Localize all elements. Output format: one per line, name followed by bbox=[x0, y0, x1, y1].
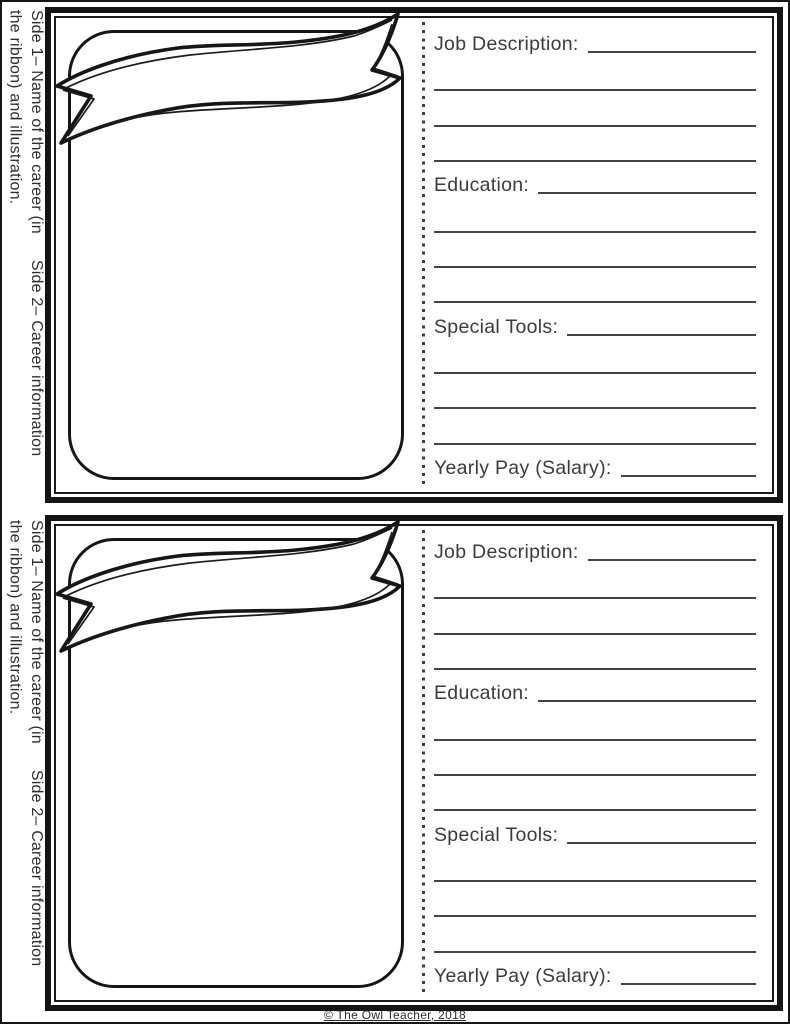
career-info-form bbox=[425, 18, 772, 492]
writing-line bbox=[434, 633, 756, 635]
illustration-panel bbox=[56, 18, 422, 492]
writing-line-row bbox=[434, 781, 756, 811]
field-label: Yearly Pay (Salary): bbox=[434, 964, 612, 987]
field-row-yearly-pay bbox=[434, 450, 756, 480]
answer-line bbox=[538, 192, 756, 194]
writing-line bbox=[434, 951, 756, 953]
answer-line bbox=[621, 983, 756, 985]
writing-line-row bbox=[434, 605, 756, 635]
answer-line bbox=[588, 51, 756, 53]
copyright-footer: © The Owl Teacher, 2018 bbox=[323, 1008, 467, 1022]
side-note-column-left bbox=[4, 520, 26, 1008]
side-note-column-right bbox=[26, 520, 48, 1008]
writing-line bbox=[434, 160, 756, 162]
answer-line bbox=[567, 334, 756, 336]
side-instructions bbox=[3, 520, 47, 1008]
writing-line bbox=[434, 880, 756, 882]
field-row-yearly-pay bbox=[434, 958, 756, 988]
field-label: Special Tools: bbox=[434, 823, 559, 846]
writing-line-row bbox=[434, 61, 756, 91]
spacer bbox=[35, 234, 37, 260]
writing-line bbox=[434, 372, 756, 374]
writing-line-row bbox=[434, 379, 756, 409]
field-row-special-tools bbox=[434, 817, 756, 847]
field-row-job-description bbox=[434, 534, 756, 564]
writing-line-row bbox=[434, 923, 756, 953]
answer-line bbox=[588, 559, 756, 561]
side1-instruction-end: the ribbon) and illustration. bbox=[6, 520, 24, 715]
field-label: Yearly Pay (Salary): bbox=[434, 456, 612, 479]
writing-line bbox=[434, 774, 756, 776]
side1-instruction-start: Side 1– Name of the career (in bbox=[28, 10, 45, 234]
writing-line-row bbox=[434, 238, 756, 268]
side-instructions bbox=[3, 10, 47, 498]
field-label: Education: bbox=[434, 174, 530, 197]
spacer bbox=[35, 744, 37, 770]
writing-line-row bbox=[434, 97, 756, 127]
writing-line bbox=[434, 407, 756, 409]
writing-line-row bbox=[434, 569, 756, 599]
writing-line-row bbox=[434, 344, 756, 374]
side2-instruction: Side 2– Career information bbox=[28, 769, 45, 967]
field-label: Job Description: bbox=[434, 541, 579, 563]
writing-line bbox=[434, 89, 756, 91]
writing-line bbox=[434, 809, 756, 811]
writing-line-row bbox=[434, 887, 756, 917]
answer-line bbox=[538, 700, 756, 702]
answer-line bbox=[567, 842, 756, 844]
writing-line-row bbox=[434, 640, 756, 670]
writing-line-row bbox=[434, 132, 756, 162]
ribbon-banner-icon bbox=[48, 10, 420, 186]
field-row-education bbox=[434, 675, 756, 705]
writing-line-row bbox=[434, 711, 756, 741]
writing-line-row bbox=[434, 415, 756, 445]
side-note-column-right bbox=[26, 10, 48, 498]
writing-line bbox=[434, 125, 756, 127]
career-card bbox=[45, 515, 783, 1011]
field-label: Special Tools: bbox=[434, 315, 559, 338]
field-row-education bbox=[434, 167, 756, 197]
writing-line bbox=[434, 231, 756, 233]
field-row-special-tools bbox=[434, 309, 756, 339]
illustration-panel bbox=[56, 526, 422, 1000]
side2-instruction: Side 2– Career information bbox=[28, 259, 45, 457]
field-row-job-description bbox=[434, 26, 756, 56]
answer-line bbox=[621, 475, 756, 477]
writing-line bbox=[434, 739, 756, 741]
writing-line bbox=[434, 915, 756, 917]
card-inner-border bbox=[54, 524, 774, 1002]
writing-line-row bbox=[434, 273, 756, 303]
writing-line bbox=[434, 266, 756, 268]
career-card bbox=[45, 7, 783, 503]
writing-line-row bbox=[434, 746, 756, 776]
side1-instruction-end: the ribbon) and illustration. bbox=[6, 10, 24, 205]
field-label: Job Description: bbox=[434, 33, 579, 55]
card-inner-border bbox=[54, 16, 774, 494]
writing-line bbox=[434, 668, 756, 670]
side-note-column-left bbox=[4, 10, 26, 498]
side1-instruction-start: Side 1– Name of the career (in bbox=[28, 520, 45, 744]
ribbon-banner-icon bbox=[48, 518, 420, 694]
field-label: Education: bbox=[434, 682, 530, 705]
writing-line-row bbox=[434, 852, 756, 882]
writing-line-row bbox=[434, 203, 756, 233]
career-info-form bbox=[425, 526, 772, 1000]
writing-line bbox=[434, 597, 756, 599]
writing-line bbox=[434, 443, 756, 445]
writing-line bbox=[434, 301, 756, 303]
